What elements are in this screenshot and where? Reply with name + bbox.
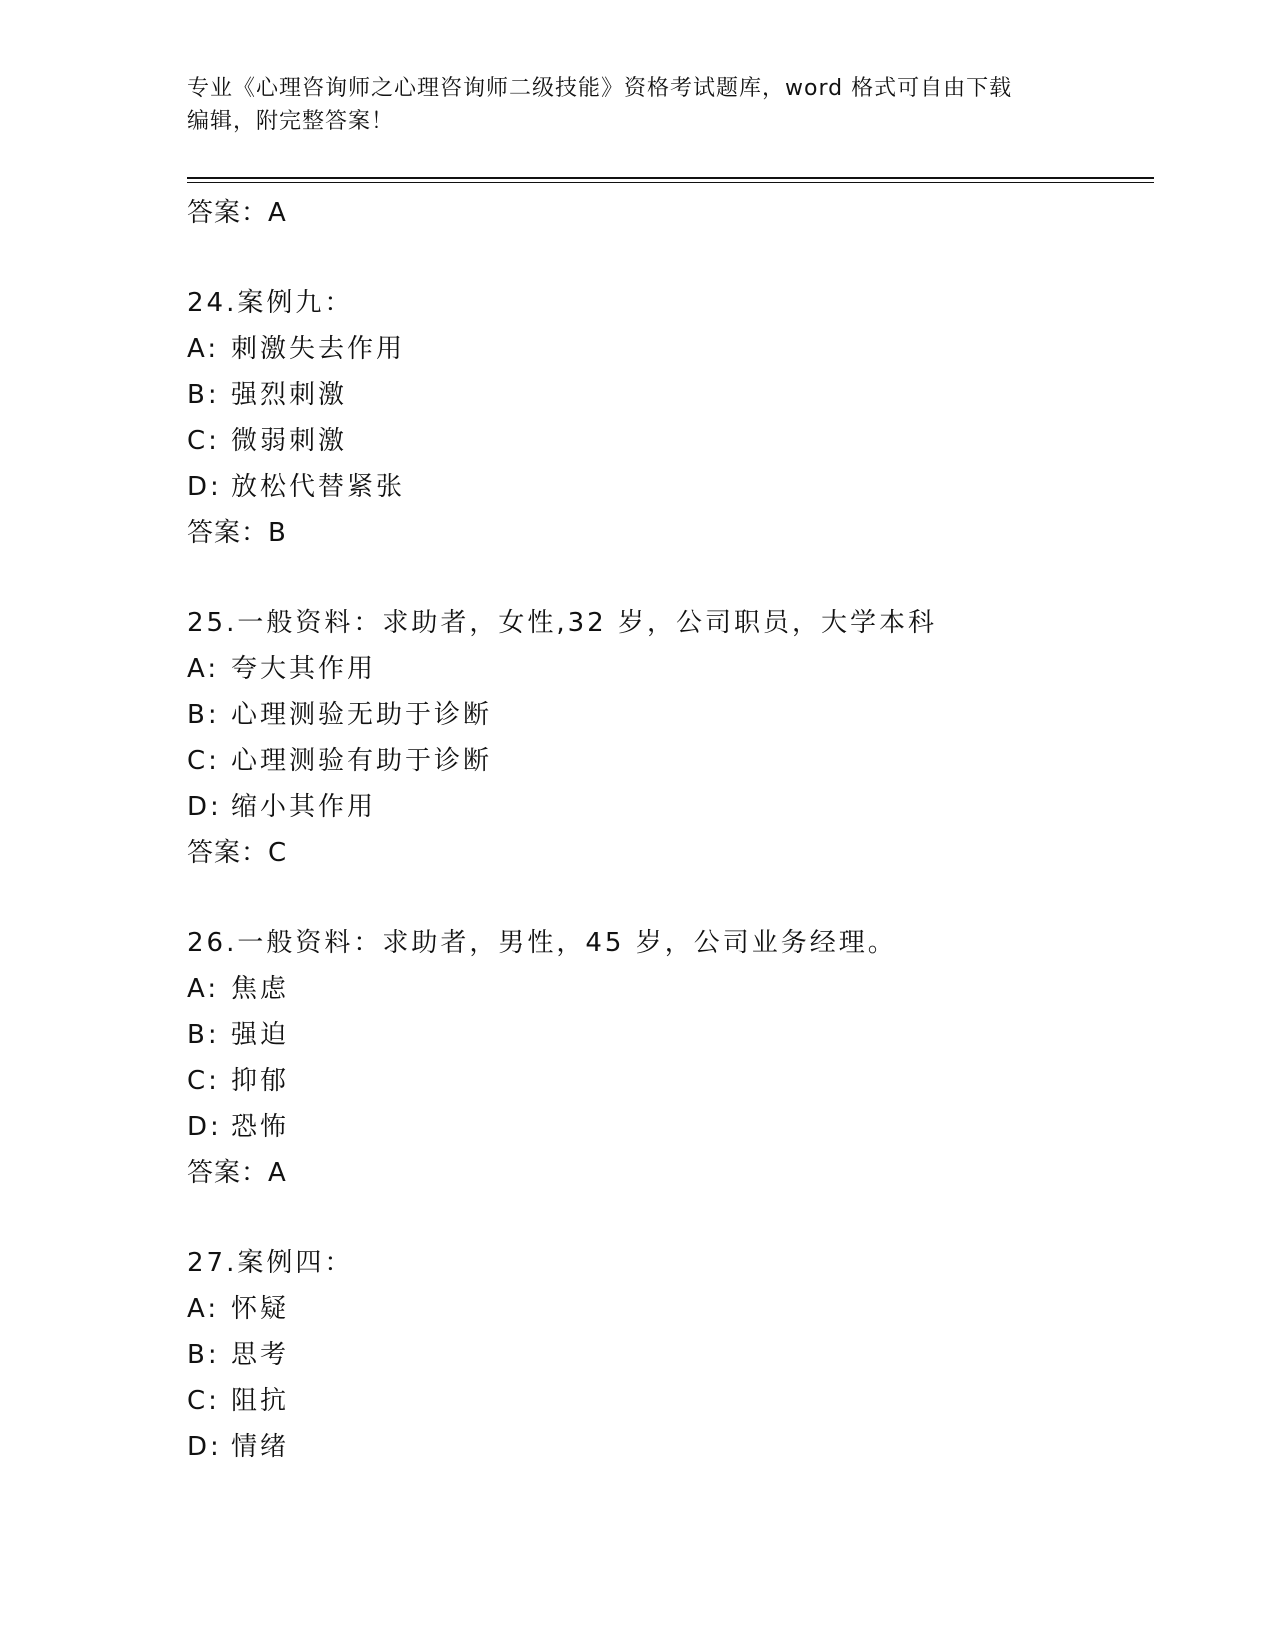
question-list	[187, 190, 1154, 1470]
option-b	[187, 1012, 1154, 1058]
option-label: C:	[187, 426, 220, 456]
option-label: C:	[187, 746, 220, 776]
option-text: 情绪	[231, 1432, 290, 1462]
question-title: 24.案例九：	[187, 288, 354, 318]
option-label: A:	[187, 1294, 220, 1324]
option-text: 思考	[231, 1340, 290, 1370]
option-text: 强迫	[231, 1020, 290, 1050]
option-d	[187, 1424, 1154, 1470]
option-label: C:	[187, 1066, 220, 1096]
answer-line: 答案：A	[187, 198, 287, 228]
question-27	[187, 1240, 1154, 1470]
question-24	[187, 280, 1154, 556]
option-text: 怀疑	[231, 1294, 290, 1324]
question-title: 25.一般资料：求助者，女性,32 岁，公司职员，大学本科	[187, 608, 937, 638]
answer-line: 答案：A	[187, 1158, 287, 1188]
document-header	[187, 72, 1087, 138]
option-b	[187, 372, 1154, 418]
option-text: 阻抗	[231, 1386, 290, 1416]
option-text: 心理测验有助于诊断	[231, 746, 493, 776]
option-text: 焦虑	[231, 974, 290, 1004]
answer-line: 答案：B	[187, 518, 287, 548]
question-title: 26.一般资料：求助者，男性，45 岁，公司业务经理。	[187, 928, 897, 958]
option-label: B:	[187, 700, 220, 730]
option-text: 强烈刺激	[231, 380, 348, 410]
option-text: 放松代替紧张	[231, 472, 406, 502]
option-label: B:	[187, 1340, 220, 1370]
option-text: 恐怖	[231, 1112, 290, 1142]
option-text: 微弱刺激	[231, 426, 348, 456]
option-b	[187, 1332, 1154, 1378]
option-c	[187, 1058, 1154, 1104]
option-c	[187, 1378, 1154, 1424]
option-d	[187, 784, 1154, 830]
option-label: B:	[187, 380, 220, 410]
option-c	[187, 418, 1154, 464]
option-b	[187, 692, 1154, 738]
option-text: 抑郁	[231, 1066, 290, 1096]
question-25	[187, 600, 1154, 876]
header-divider-thick	[187, 177, 1154, 179]
option-label: A:	[187, 974, 220, 1004]
option-text: 心理测验无助于诊断	[231, 700, 493, 730]
option-label: D:	[187, 472, 222, 502]
option-label: C:	[187, 1386, 220, 1416]
option-label: B:	[187, 1020, 220, 1050]
option-d	[187, 1104, 1154, 1150]
answer-block-prev	[187, 190, 1154, 236]
option-label: D:	[187, 792, 222, 822]
option-a	[187, 1286, 1154, 1332]
option-d	[187, 464, 1154, 510]
option-c	[187, 738, 1154, 784]
option-label: A:	[187, 334, 220, 364]
option-text: 缩小其作用	[231, 792, 377, 822]
option-text: 刺激失去作用	[231, 334, 406, 364]
option-a	[187, 966, 1154, 1012]
option-a	[187, 646, 1154, 692]
option-label: D:	[187, 1432, 222, 1462]
option-a	[187, 326, 1154, 372]
answer-line: 答案：C	[187, 838, 288, 868]
option-label: D:	[187, 1112, 222, 1142]
header-line-1: 专业《心理咨询师之心理咨询师二级技能》资格考试题库，word 格式可自由下载	[187, 76, 1013, 101]
header-line-2: 编辑，附完整答案！	[187, 109, 395, 134]
header-divider-thin	[187, 182, 1154, 183]
question-title: 27.案例四：	[187, 1248, 354, 1278]
option-label: A:	[187, 654, 220, 684]
question-26	[187, 920, 1154, 1196]
option-text: 夸大其作用	[231, 654, 377, 684]
